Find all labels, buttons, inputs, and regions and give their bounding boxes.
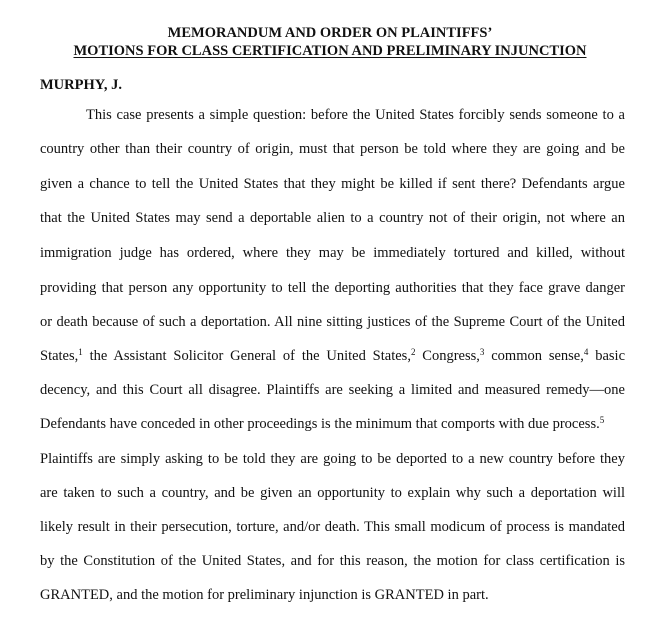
- footnote-marker-1[interactable]: 1: [78, 347, 83, 357]
- paragraph-line: This case presents a simple question: before the United States forcibly sends someone to a: [86, 107, 625, 123]
- footnote-marker-4[interactable]: 4: [583, 347, 589, 357]
- paragraph-line: providing that person any opportunity to tell the deporting authorities that they face grave danger: [40, 280, 625, 296]
- footnote-marker-5[interactable]: 5: [599, 415, 605, 425]
- title-line-2: MOTIONS FOR CLASS CERTIFICATION AND PRELIMINARY INJUNCTION: [73, 43, 587, 59]
- paragraph-line: by the Constitution of the United States, and for this reason, the motion for class certification is: [40, 553, 625, 569]
- paragraph-line: immigration judge has ordered, where they may be immediately tortured and killed, without: [40, 245, 625, 261]
- line-segment: the Assistant Solicitor General of the United States,: [82, 348, 411, 364]
- footnote-marker-3[interactable]: 3: [479, 347, 485, 357]
- paragraph-line-with-footnotes: [40, 347, 625, 365]
- paragraph-line: given a chance to tell the United States that they might be killed if sent there? Defendants argue: [40, 176, 625, 192]
- title-line-1: MEMORANDUM AND ORDER ON PLAINTIFFS’: [167, 25, 493, 41]
- line-segment: common sense,: [484, 348, 584, 364]
- line-segment: basic: [588, 348, 626, 364]
- paragraph-line: Plaintiffs are simply asking to be told they are going to be deported to a new country before they: [40, 451, 625, 467]
- paragraph-line: likely result in their persecution, torture, and/or death. This small modicum of process is mandated: [40, 519, 625, 535]
- paragraph-line: GRANTED, and the motion for preliminary injunction is GRANTED in part.: [40, 587, 489, 603]
- line-segment: States,: [40, 348, 79, 364]
- line-segment: Congress,: [415, 348, 480, 364]
- line-segment: Defendants have conceded in other proceedings is the minimum that comports with due process.: [40, 416, 600, 432]
- paragraph-line: are taken to such a country, and be given an opportunity to explain why such a deportation will: [40, 485, 625, 501]
- paragraph-line: that the United States may send a deportable alien to a country not of their origin, not where an: [40, 210, 625, 226]
- judge-name: MURPHY, J.: [40, 77, 123, 93]
- paragraph-line: or death because of such a deportation. All nine sitting justices of the Supreme Court of the United: [40, 314, 625, 330]
- paragraph-line: country other than their country of origin, must that person be told where they are going and be: [40, 141, 625, 157]
- paragraph-line-with-footnote: [40, 415, 625, 433]
- footnote-marker-2[interactable]: 2: [410, 347, 416, 357]
- paragraph-line: decency, and this Court all disagree. Plaintiffs are seeking a limited and measured remedy—one: [40, 382, 625, 398]
